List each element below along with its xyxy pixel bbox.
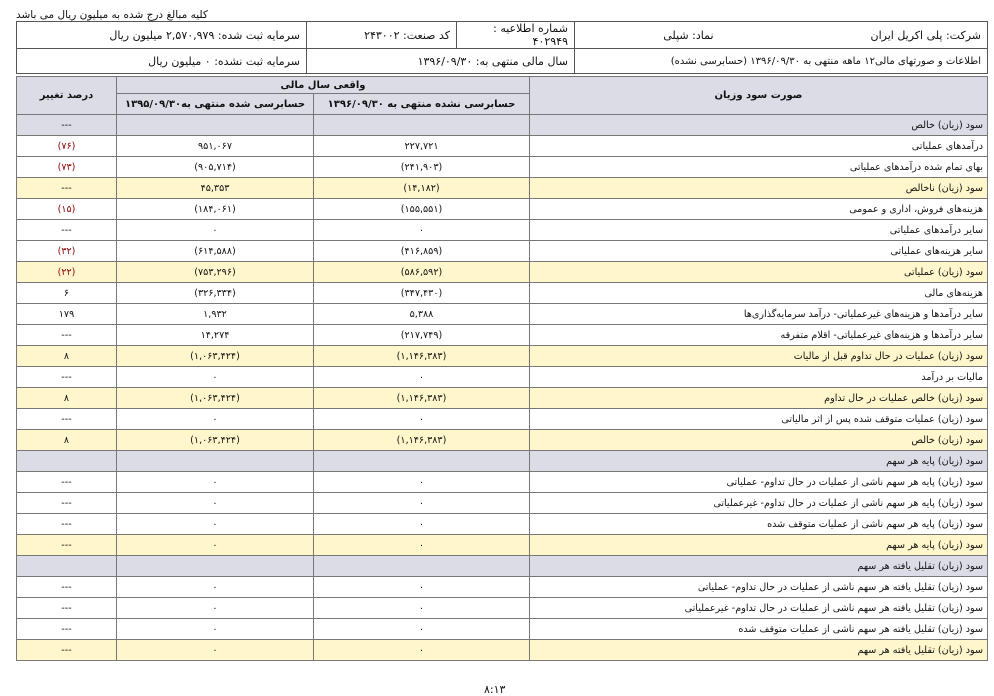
row-label: سود (زیان) عملیات متوقف شده پس از اثر مالیاتی [530, 409, 988, 430]
table-row [17, 157, 988, 178]
row-label: هزینه‌های فروش، اداری و عمومی [530, 199, 988, 220]
current-value-cell: (۱,۱۴۶,۳۸۳) [314, 430, 530, 451]
change-cell: --- [17, 325, 117, 346]
unregistered-capital: سرمایه ثبت نشده: ۰ میلیون ریال [17, 49, 307, 74]
change-cell: --- [17, 178, 117, 199]
change-cell: ۸ [17, 430, 117, 451]
row-label: سود (زیان) تقلیل یافته هر سهم [530, 640, 988, 661]
prev-value-cell: ۹۵۱,۰۶۷ [117, 136, 314, 157]
current-value-cell: (۱۴,۱۸۲) [314, 178, 530, 199]
change-cell: --- [17, 514, 117, 535]
current-value-cell: ۰ [314, 514, 530, 535]
table-row [17, 556, 988, 577]
change-cell: (۱۵) [17, 199, 117, 220]
prev-value-cell: ۴۵,۳۵۳ [117, 178, 314, 199]
col-actual-header: واقعی سال مالی [117, 77, 530, 94]
table-row [17, 262, 988, 283]
change-cell: --- [17, 640, 117, 661]
prev-value-cell: ۰ [117, 409, 314, 430]
change-cell [17, 451, 117, 472]
prev-value-cell: (۱,۰۶۳,۴۲۴) [117, 430, 314, 451]
prev-value-cell: ۱۴,۲۷۴ [117, 325, 314, 346]
col-change-header: درصد تغییر [17, 77, 117, 115]
prev-value-cell: ۰ [117, 472, 314, 493]
table-row [17, 409, 988, 430]
change-cell: --- [17, 493, 117, 514]
prev-value-cell: (۷۵۳,۲۹۶) [117, 262, 314, 283]
current-value-cell: ۰ [314, 535, 530, 556]
table-row [17, 304, 988, 325]
registered-capital: سرمایه ثبت شده: ۲,۵۷۰,۹۷۹ میلیون ریال [17, 22, 307, 49]
table-row [17, 178, 988, 199]
table-row [17, 199, 988, 220]
table-row [17, 451, 988, 472]
current-value-cell: ۰ [314, 472, 530, 493]
row-label: سود (زیان) پایه هر سهم ناشی از عملیات در حال تداوم- غیرعملیاتی [530, 493, 988, 514]
report-title: اطلاعات و صورتهای مالی۱۲ ماهه منتهی به ۱۳۹۶/۰۹/۳۰ (حسابرسی نشده) [575, 49, 988, 74]
row-label: سود (زیان) تقلیل یافته هر سهم ناشی از عملیات در حال تداوم- غیرعملیاتی [530, 598, 988, 619]
prev-value-cell: (۳۲۶,۳۳۴) [117, 283, 314, 304]
company-info: شرکت: پلی اکریل ایران نماد: شپلی [575, 22, 988, 49]
current-value-cell: ۵,۳۸۸ [314, 304, 530, 325]
notice-number: شماره اطلاعیه : ۴۰۲۹۴۹ [457, 22, 575, 49]
row-label: بهای تمام شده درآمدهای عملیاتی [530, 157, 988, 178]
row-label: سایر درآمدهای عملیاتی [530, 220, 988, 241]
prev-value-cell: ۰ [117, 367, 314, 388]
current-value-cell: ۰ [314, 598, 530, 619]
current-value-cell [314, 115, 530, 136]
table-row [17, 640, 988, 661]
table-row [17, 472, 988, 493]
current-value-cell: (۲۴۱,۹۰۳) [314, 157, 530, 178]
fiscal-year-end: سال مالی منتهی به: ۱۳۹۶/۰۹/۳۰ [307, 49, 575, 74]
prev-value-cell: ۰ [117, 535, 314, 556]
income-statement-table [16, 76, 988, 661]
change-cell: ۸ [17, 388, 117, 409]
current-value-cell: ۰ [314, 619, 530, 640]
prev-value-cell: ۰ [117, 493, 314, 514]
row-label: سود (زیان) تقلیل یافته هر سهم ناشی از عملیات در حال تداوم- عملیاتی [530, 577, 988, 598]
current-value-cell: (۱۵۵,۵۵۱) [314, 199, 530, 220]
current-value-cell: (۱,۱۴۶,۳۸۳) [314, 388, 530, 409]
change-cell: (۳۲) [17, 241, 117, 262]
table-row [17, 220, 988, 241]
row-label: سایر درآمدها و هزینه‌های غیرعملیاتی- اقلام متفرقه [530, 325, 988, 346]
prev-value-cell: ۰ [117, 514, 314, 535]
row-label: سود (زیان) ناخالص [530, 178, 988, 199]
current-value-cell: ۰ [314, 409, 530, 430]
change-cell: --- [17, 535, 117, 556]
row-label: سود (زیان) تقلیل یافته هر سهم [530, 556, 988, 577]
prev-value-cell: ۰ [117, 619, 314, 640]
prev-value-cell: ۱,۹۳۲ [117, 304, 314, 325]
prev-value-cell: ۰ [117, 577, 314, 598]
table-row [17, 514, 988, 535]
current-value-cell: ۰ [314, 577, 530, 598]
change-cell: --- [17, 409, 117, 430]
row-label: سود (زیان) پایه هر سهم ناشی از عملیات متوقف شده [530, 514, 988, 535]
current-value-cell: ۲۲۷,۷۲۱ [314, 136, 530, 157]
change-cell: (۲۲) [17, 262, 117, 283]
prev-value-cell: ۰ [117, 220, 314, 241]
change-cell: --- [17, 367, 117, 388]
row-label: سایر هزینه‌های عملیاتی [530, 241, 988, 262]
row-label: سود (زیان) عملیاتی [530, 262, 988, 283]
change-cell: (۷۳) [17, 157, 117, 178]
table-row [17, 598, 988, 619]
prev-value-cell [117, 556, 314, 577]
col-prev-header: حسابرسی شده منتهی به۱۳۹۵/۰۹/۳۰ [117, 94, 314, 115]
prev-value-cell: (۱,۰۶۳,۴۲۴) [117, 346, 314, 367]
change-cell: --- [17, 115, 117, 136]
current-value-cell [314, 556, 530, 577]
prev-value-cell: (۱۸۴,۰۶۱) [117, 199, 314, 220]
table-row [17, 619, 988, 640]
change-cell: --- [17, 619, 117, 640]
row-label: سایر درآمدها و هزینه‌های غیرعملیاتی- درآمد سرمایه‌گذاری‌ها [530, 304, 988, 325]
change-cell: --- [17, 220, 117, 241]
table-row [17, 577, 988, 598]
row-label: سود (زیان) پایه هر سهم [530, 535, 988, 556]
row-label: سود (زیان) خالص [530, 115, 988, 136]
prev-value-cell: ۰ [117, 598, 314, 619]
current-value-cell: ۰ [314, 493, 530, 514]
change-cell: ۸ [17, 346, 117, 367]
row-label: سود (زیان) پایه هر سهم ناشی از عملیات در حال تداوم- عملیاتی [530, 472, 988, 493]
row-label: سود (زیان) خالص [530, 430, 988, 451]
current-value-cell: (۴۱۶,۸۵۹) [314, 241, 530, 262]
table-row [17, 388, 988, 409]
row-label: سود (زیان) خالص عملیات در حال تداوم [530, 388, 988, 409]
row-label: مالیات بر درآمد [530, 367, 988, 388]
current-value-cell: ۰ [314, 220, 530, 241]
row-label: درآمدهای عملیاتی [530, 136, 988, 157]
table-row [17, 535, 988, 556]
change-cell: (۷۶) [17, 136, 117, 157]
table-row [17, 367, 988, 388]
change-cell: --- [17, 472, 117, 493]
prev-value-cell [117, 115, 314, 136]
change-cell: ۱۷۹ [17, 304, 117, 325]
table-row [17, 430, 988, 451]
table-row [17, 346, 988, 367]
current-value-cell [314, 451, 530, 472]
row-label: سود (زیان) عملیات در حال تداوم قبل از مالیات [530, 346, 988, 367]
current-value-cell: (۱,۱۴۶,۳۸۳) [314, 346, 530, 367]
table-row [17, 325, 988, 346]
table-row [17, 283, 988, 304]
table-row [17, 241, 988, 262]
current-value-cell: ۰ [314, 640, 530, 661]
current-value-cell: ۰ [314, 367, 530, 388]
change-cell: --- [17, 577, 117, 598]
change-cell [17, 556, 117, 577]
prev-value-cell: (۹۰۵,۷۱۴) [117, 157, 314, 178]
change-cell: ۶ [17, 283, 117, 304]
prev-value-cell: (۶۱۴,۵۸۸) [117, 241, 314, 262]
col-statement-header: صورت سود وزیان [530, 77, 988, 115]
prev-value-cell [117, 451, 314, 472]
table-row [17, 115, 988, 136]
report-header [16, 21, 988, 74]
prev-value-cell: (۱,۰۶۳,۴۲۴) [117, 388, 314, 409]
page-footer: ۸:۱۳ [484, 683, 506, 696]
change-cell: --- [17, 598, 117, 619]
col-current-header: حسابرسی نشده منتهی به ۱۳۹۶/۰۹/۳۰ [314, 94, 530, 115]
row-label: سود (زیان) پایه هر سهم [530, 451, 988, 472]
current-value-cell: (۲۱۷,۷۴۹) [314, 325, 530, 346]
table-row [17, 136, 988, 157]
current-value-cell: (۳۴۷,۴۳۰) [314, 283, 530, 304]
industry-code: کد صنعت: ۲۴۳۰۰۲ [307, 22, 457, 49]
row-label: هزینه‌های مالی [530, 283, 988, 304]
table-row [17, 493, 988, 514]
amounts-note: کلیه مبالغ درج شده به میلیون ریال می باشد [16, 9, 208, 21]
current-value-cell: (۵۸۶,۵۹۲) [314, 262, 530, 283]
prev-value-cell: ۰ [117, 640, 314, 661]
row-label: سود (زیان) تقلیل یافته هر سهم ناشی از عملیات متوقف شده [530, 619, 988, 640]
